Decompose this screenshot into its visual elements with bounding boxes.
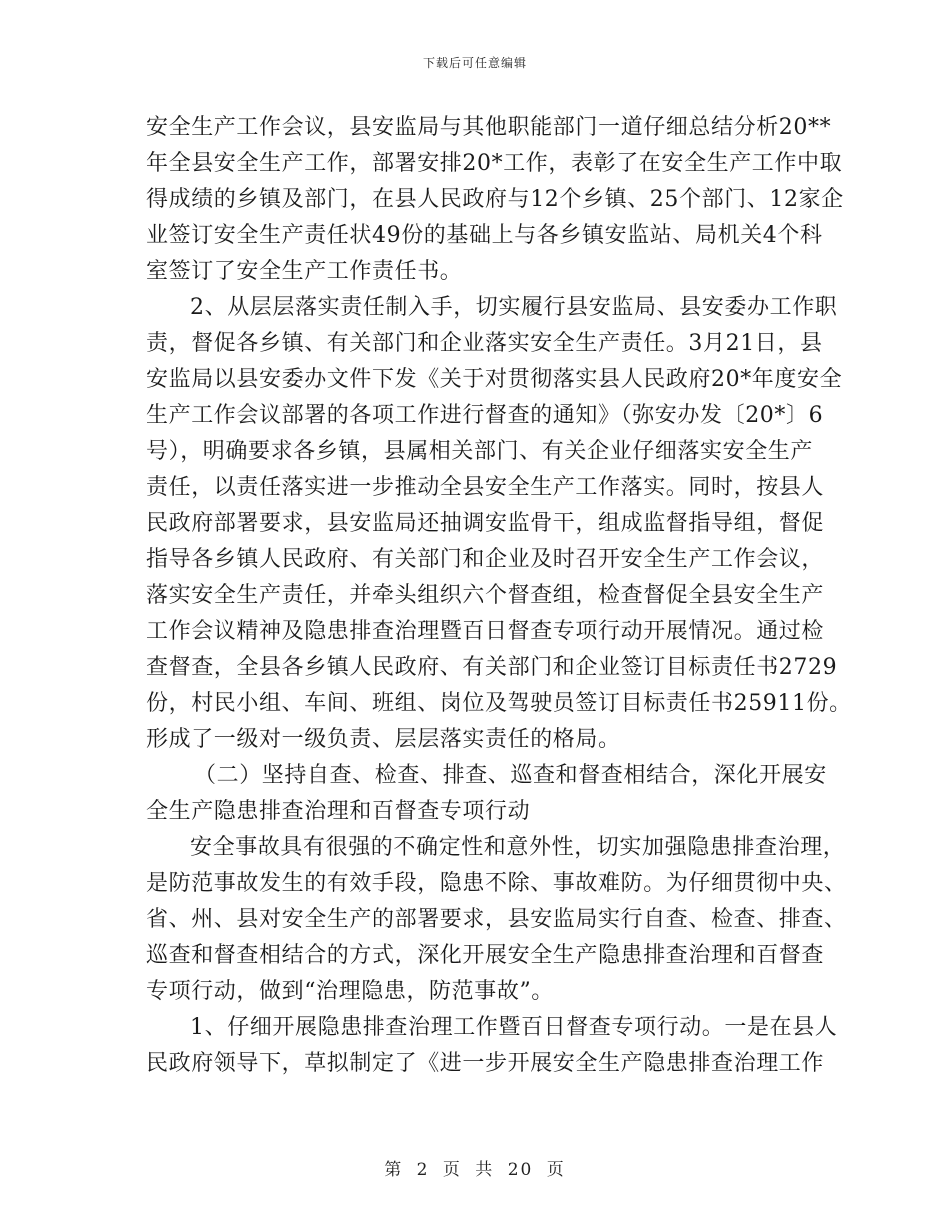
text-line: 落实安全生产责任，并牵头组织六个督查组，检查督促全县安全生产 (146, 583, 825, 608)
text-line: 专项行动，做到“治理隐患，防范事故”。 (146, 979, 554, 1004)
text-line: 生产工作会议部署的各项工作进行督查的通知》（弥安办发〔20*〕6 (146, 403, 824, 428)
page-number-footer: 第 2 页 共 20 页 (384, 1160, 566, 1180)
text-line: 室签订了安全生产工作责任书。 (146, 259, 463, 284)
text-line: 省、州、县对安全生产的部署要求，县安监局实行自查、检查、排查、 (146, 907, 847, 932)
text-line: 民政府领导下，草拟制定了《进一步开展安全生产隐患排查治理工作 (146, 1051, 825, 1076)
text-line: 是防范事故发生的有效手段，隐患不除、事故难防。为仔细贯彻中央、 (146, 871, 847, 896)
text-line: 号），明确要求各乡镇，县属相关部门、有关企业仔细落实安全生产 (146, 439, 814, 464)
section-heading-line: （二）坚持自查、检查、排查、巡查和督查相结合，深化开展安 (194, 763, 827, 788)
text-line: 巡查和督查相结合的方式，深化开展安全生产隐患排查治理和百督查 (146, 943, 825, 968)
page-header: 下载后可任意编辑 (422, 56, 527, 70)
text-line: 安监局以县安委办文件下发《关于对贯彻落实县人民政府20*年度安全 (146, 367, 843, 392)
section-heading-line: 全生产隐患排查治理和百督查专项行动 (146, 799, 531, 824)
text-line: 指导各乡镇人民政府、有关部门和企业及时召开安全生产工作会议， (146, 547, 825, 572)
paragraph-start-line: 安全事故具有很强的不确定性和意外性，切实加强隐患排查治理， (190, 835, 846, 860)
text-line: 责任，以责任落实进一步推动全县安全生产工作落实。同时，按县人 (146, 475, 825, 500)
text-line: 年全县安全生产工作，部署安排20*工作，表彰了在安全生产工作中取 (146, 151, 843, 176)
text-line: 业签订安全生产责任状49份的基础上与各乡镇安监站、局机关4个科 (146, 223, 823, 248)
paragraph-start-line: 1、仔细开展隐患排查治理工作暨百日督查专项行动。一是在县人 (190, 1015, 838, 1040)
text-line: 查督查，全县各乡镇人民政府、有关部门和企业签订目标责任书2729 (146, 655, 838, 680)
text-line: 民政府部署要求，县安监局还抽调安监骨干，组成监督指导组，督促 (146, 511, 825, 536)
paragraph-start-line: 2、从层层落实责任制入手，切实履行县安监局、县安委办工作职 (190, 295, 838, 320)
text-line: 安全生产工作会议，县安监局与其他职能部门一道仔细总结分析20** (146, 115, 832, 140)
text-line: 工作会议精神及隐患排查治理暨百日督查专项行动开展情况。通过检 (146, 619, 825, 644)
text-line: 得成绩的乡镇及部门，在县人民政府与12个乡镇、25个部门、12家企 (146, 187, 844, 212)
text-line: 份，村民小组、车间、班组、岗位及驾驶员签订目标责任书25911份。 (146, 691, 852, 716)
text-line: 形成了一级对一级负责、层层落实责任的格局。 (146, 727, 621, 752)
text-line: 责，督促各乡镇、有关部门和企业落实安全生产责任。3月21日，县 (146, 331, 823, 356)
document-body (146, 110, 852, 1082)
